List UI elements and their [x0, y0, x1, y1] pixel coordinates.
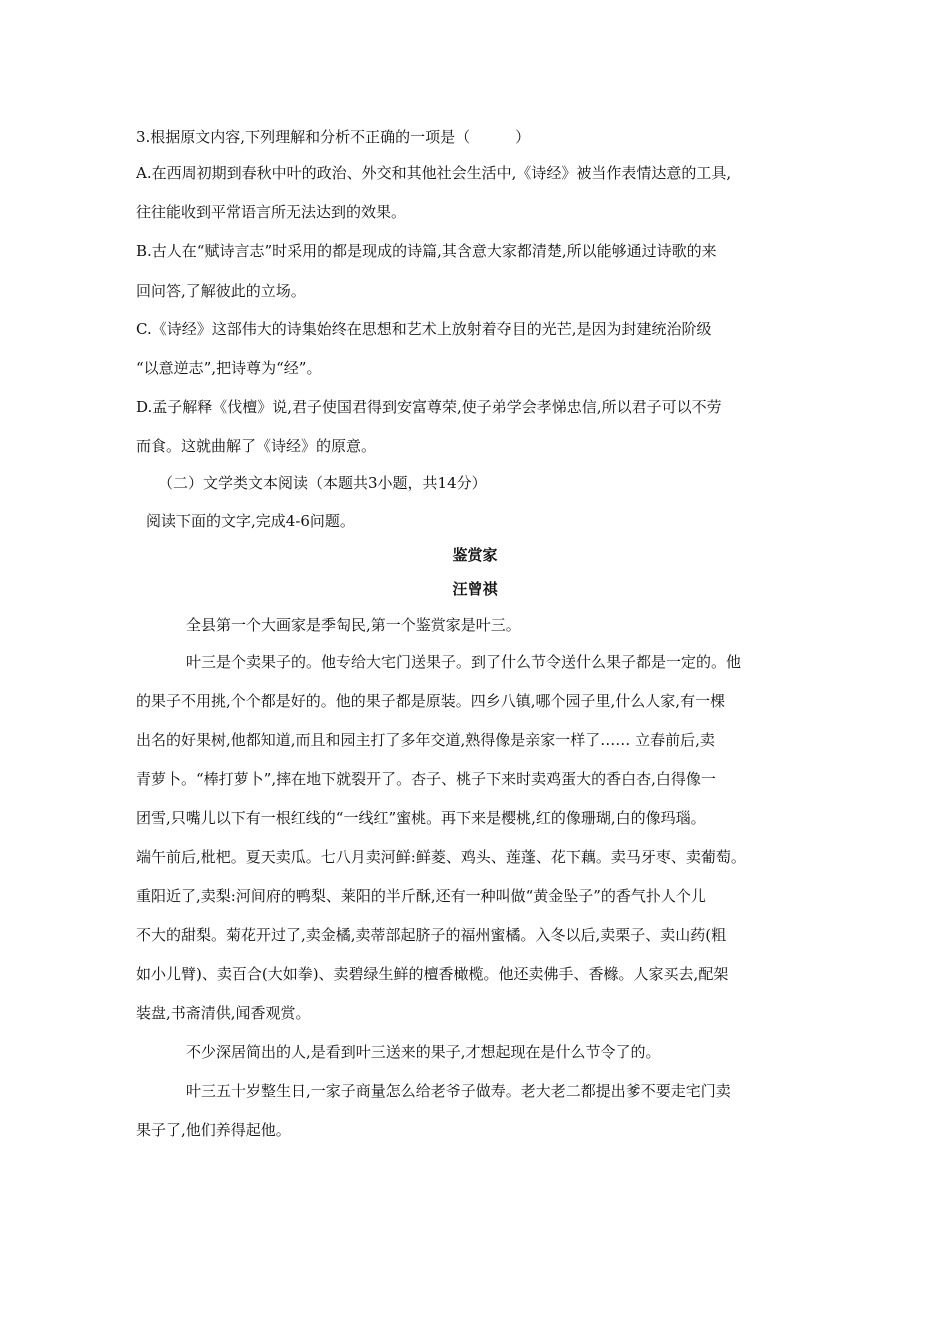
article-paragraph-line: 装盘,书斋清供,闻香观赏。	[136, 1004, 311, 1022]
article-paragraph-line: 重阳近了,卖梨:河间府的鸭梨、莱阳的半斤酥,还有一种叫做“黄金坠子”的香气扑人个儿	[136, 887, 706, 905]
question-3-option-a: A.在西周初期到春秋中叶的政治、外交和其他社会生活中,《诗经》被当作表情达意的工具,	[136, 164, 732, 182]
article-paragraph-line: 叶三五十岁整生日,一家子商量怎么给老爷子做寿。老大老二都提出爹不要走宅门卖	[186, 1082, 731, 1100]
question-3-stem: 3.根据原文内容,下列理解和分析不正确的一项是（ ）	[136, 128, 531, 146]
article-paragraph-line: 叶三是个卖果子的。他专给大宅门送果子。到了什么节令送什么果子都是一定的。他	[186, 653, 742, 671]
question-3-option-d: D.孟子解释《伐檀》说,君子使国君得到安富尊荣,使子弟学会孝悌忠信,所以君子可以不劳	[136, 398, 722, 416]
article-paragraph-line: 的果子不用挑,个个都是好的。他的果子都是原装。四乡八镇,哪个园子里,什么人家,有一棵	[136, 692, 726, 710]
article-paragraph-line: 果子了,他们养得起他。	[136, 1121, 291, 1139]
question-3-option-b-cont: 回问答,了解彼此的立场。	[136, 282, 306, 300]
question-3-option-b: B.古人在“赋诗言志”时采用的都是现成的诗篇,其含意大家都清楚,所以能够通过诗歌的来	[136, 242, 717, 260]
question-3-option-d-cont: 而食。这就曲解了《诗经》的原意。	[136, 437, 377, 455]
section-2-heading: （二）文学类文本阅读（本题共3小题，共14分）	[158, 474, 487, 492]
article-paragraph-line: 青萝卜。“棒打萝卜”,摔在地下就裂开了。杏子、桃子下来时卖鸡蛋大的香白杏,白得像一	[136, 770, 716, 788]
article-paragraph-line: 如小儿臂)、卖百合(大如拳)、卖碧绿生鲜的檀香橄榄。他还卖佛手、香橼。人家买去,配架	[136, 965, 729, 983]
article-paragraph-line: 端午前后,枇杷。夏天卖瓜。七八月卖河鲜:鲜菱、鸡头、莲蓬、花下藕。卖马牙枣、卖葡萄。	[136, 848, 746, 866]
article-author: 汪曾祺	[452, 580, 498, 598]
question-3-option-c: C.《诗经》这部伟大的诗集始终在思想和艺术上放射着夺目的光芒,是因为封建统治阶级	[136, 320, 712, 338]
section-2-instruction: 阅读下面的文字,完成4-6问题。	[146, 512, 355, 530]
article-paragraph-line: 出名的好果树,他都知道,而且和园主打了多年交道,熟得像是亲家一样了…… 立春前后,卖	[136, 731, 715, 749]
question-3-option-a-cont: 往往能收到平常语言所无法达到的效果。	[136, 203, 407, 221]
article-paragraph-line: 不少深居简出的人,是看到叶三送来的果子,才想起现在是什么节令了的。	[186, 1043, 661, 1061]
question-3-option-c-cont: “以意逆志”,把诗尊为“经”。	[136, 359, 322, 377]
article-paragraph-line: 全县第一个大画家是季匋民,第一个鉴赏家是叶三。	[186, 616, 521, 634]
article-title: 鉴赏家	[452, 546, 498, 564]
article-paragraph-line: 团雪,只嘴儿以下有一根红线的“一线红”蜜桃。再下来是樱桃,红的像珊瑚,白的像玛瑙。	[136, 809, 706, 827]
article-paragraph-line: 不大的甜梨。菊花开过了,卖金橘,卖蒂部起脐子的福州蜜橘。入冬以后,卖栗子、卖山药(粗	[136, 926, 727, 944]
